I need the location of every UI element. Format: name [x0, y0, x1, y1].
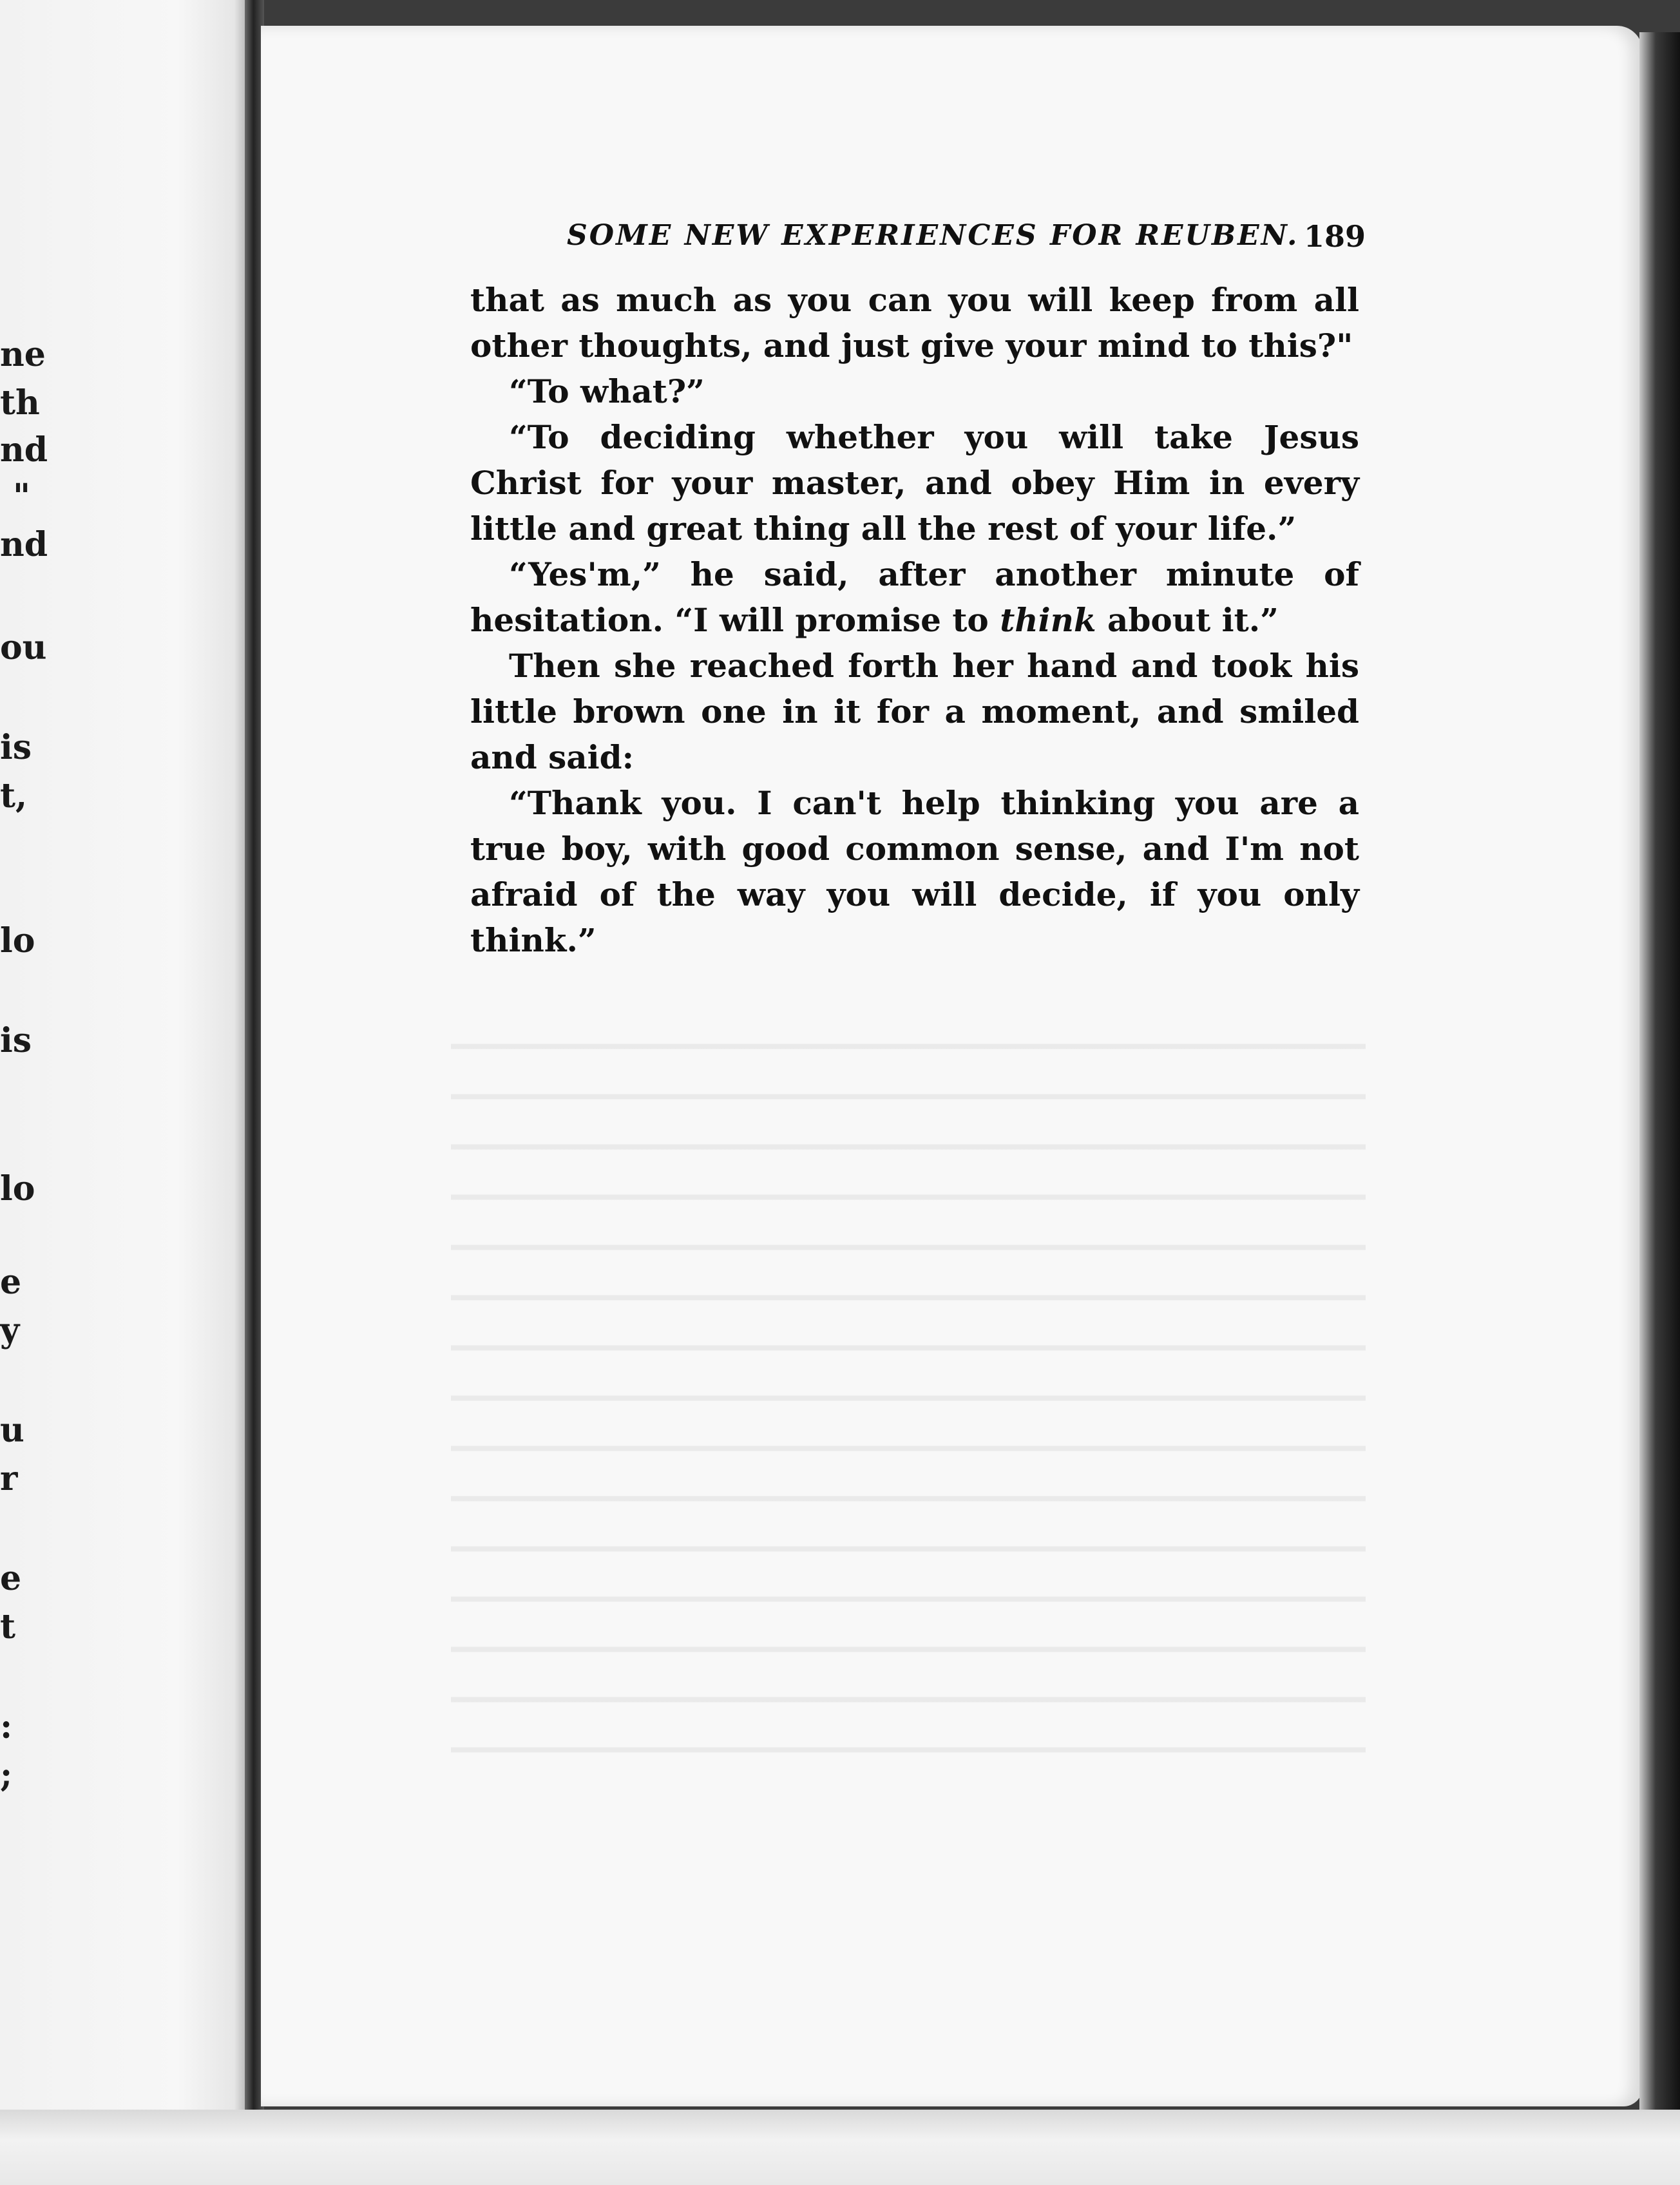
- fragment: e: [0, 1559, 22, 1598]
- fragment: e: [0, 1263, 22, 1302]
- paragraph-text: “Yes'm,” he said, after another minute of hesitation. “I will promise to: [470, 555, 1359, 639]
- paragraph: Then she reached forth her hand and took his little brown one in it for a moment, and smiled and said:: [470, 647, 1359, 776]
- fragment: is: [0, 728, 32, 767]
- bottom-page-strip: [0, 2110, 1680, 2185]
- page-header: [567, 219, 1366, 271]
- emphasis-text: think: [1000, 601, 1096, 639]
- page-number: 189: [1303, 219, 1366, 254]
- fragment: nd: [0, 525, 48, 564]
- fragment: is: [0, 1021, 32, 1060]
- fragment: ;: [0, 1755, 13, 1795]
- fragment: lo: [0, 921, 35, 960]
- fragment: ne: [0, 335, 46, 374]
- fragment: th: [0, 383, 40, 423]
- fragment: ou: [0, 628, 47, 667]
- page-edge: [1639, 32, 1680, 2185]
- paragraph: “Thank you. I can't help thinking you are a true boy, with good common sense, and I'm not afraid of the way you will decide, if you only think.”: [470, 784, 1359, 959]
- paragraph-text: about it.”: [1096, 601, 1279, 639]
- paragraph: that as much as you can you will keep from all other thoughts, and just give your mind to this?": [470, 281, 1359, 365]
- show-through-text: [451, 1018, 1366, 1791]
- fragment: ": [13, 477, 31, 516]
- fragment: t: [0, 1607, 16, 1646]
- fragment: u: [0, 1411, 24, 1450]
- fragment: r: [0, 1459, 18, 1498]
- fragment: y: [0, 1311, 20, 1350]
- paragraph: “To what?”: [509, 372, 705, 410]
- fragment: lo: [0, 1169, 35, 1208]
- running-title: SOME NEW EXPERIENCES FOR REUBEN.: [567, 219, 1299, 252]
- fragment: t,: [0, 776, 28, 816]
- left-facing-page: [0, 0, 254, 2185]
- fragment: nd: [0, 430, 48, 470]
- fragment: :: [0, 1707, 13, 1746]
- left-page-text-fragments: [0, 0, 52, 2185]
- paragraph: [470, 551, 1359, 643]
- page-body: [470, 277, 1359, 963]
- paragraph: “To deciding whether you will take Jesus Christ for your master, and obey Him in every little and great thing all the rest of your life.”: [470, 418, 1359, 548]
